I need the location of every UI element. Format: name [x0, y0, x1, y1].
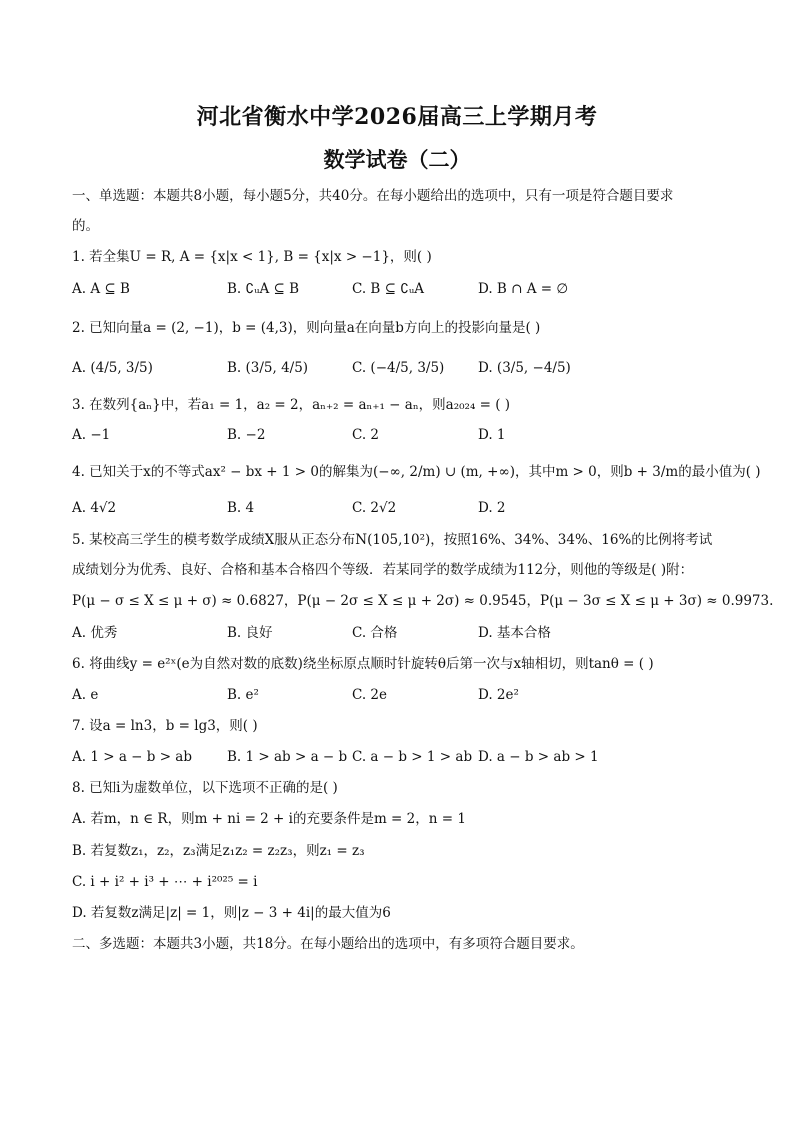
q3-option-c: C. 2	[352, 427, 380, 443]
question-3: 3. 在数列{aₙ}中，若a₁ = 1，a₂ = 2，aₙ₊₂ = aₙ₊₁ − aₙ，则a₂₀₂₄ = ( )	[72, 397, 511, 413]
question-4: 4. 已知关于x的不等式ax² − bx + 1 > 0的解集为(−∞, 2/m) ∪ (m, +∞)，其中m > 0，则b + 3/m的最小值为( )	[72, 464, 761, 480]
q7-option-d: D. a − b > ab > 1	[478, 749, 599, 765]
q2-option-b: B. (3/5, 4/5)	[227, 360, 309, 376]
q6-option-d: D. 2e²	[478, 687, 519, 703]
q8-option-d: D. 若复数z满足|z| = 1，则|z − 3 + 4i|的最大值为6	[72, 905, 391, 921]
section1-instruction: 一、单选题：本题共8小题，每小题5分，共40分。在每小题给出的选项中，只有一项是符合题目要求	[72, 188, 674, 204]
question-8: 8. 已知i为虚数单位，以下选项不正确的是( )	[72, 780, 338, 796]
question-7: 7. 设a = ln3，b = lg3，则( )	[72, 718, 258, 734]
q5-option-d: D. 基本合格	[478, 625, 551, 641]
question-5: 5. 某校高三学生的模考数学成绩X服从正态分布N(105,10²)，按照16%、34%、34%、16%的比例将考试	[72, 532, 713, 548]
q4-option-b: B. 4	[227, 500, 255, 516]
q2-option-a: A. (4/5, 3/5)	[72, 360, 153, 376]
q5-option-b: B. 良好	[227, 625, 273, 641]
q5-option-a: A. 优秀	[72, 625, 118, 641]
section1-instruction-cont: 的。	[72, 218, 99, 234]
q1-option-d: D. B ∩ A = ∅	[478, 281, 569, 297]
q6-option-c: C. 2e	[352, 687, 388, 703]
q4-option-c: C. 2√2	[352, 500, 397, 516]
q3-option-d: D. 1	[478, 427, 506, 443]
q8-option-b: B. 若复数z₁，z₂，z₃满足z₁z₂ = z₂z₃，则z₁ = z₃	[72, 843, 365, 859]
page-subtitle: 数学试卷（二）	[323, 147, 471, 172]
q2-option-d: D. (3/5, −4/5)	[478, 360, 571, 376]
q1-option-c: C. B ⊆ ∁ᵤA	[352, 281, 424, 297]
q8-option-c: C. i + i² + i³ + ⋯ + i²⁰²⁵ = i	[72, 874, 258, 890]
question-1: 1. 若全集U = R, A = {x|x < 1}, B = {x|x > −1}，则( )	[72, 249, 432, 265]
q4-option-d: D. 2	[478, 500, 506, 516]
q3-option-b: B. −2	[227, 427, 266, 443]
question-2: 2. 已知向量a = (2, −1)，b = (4,3)，则向量a在向量b方向上的投影向量是( )	[72, 320, 541, 336]
q8-option-a: A. 若m，n ∈ R，则m + ni = 2 + i的充要条件是m = 2，n = 1	[72, 811, 466, 827]
q1-option-a: A. A ⊆ B	[72, 281, 130, 297]
question-6: 6. 将曲线y = e²ˣ(e为自然对数的底数)绕坐标原点顺时针旋转θ后第一次与x轴相切，则tanθ = ( )	[72, 656, 654, 672]
q3-option-a: A. −1	[72, 427, 111, 443]
q7-option-a: A. 1 > a − b > ab	[72, 749, 192, 765]
q4-option-a: A. 4√2	[72, 500, 117, 516]
q6-option-a: A. e	[72, 687, 99, 703]
q1-option-b: B. ∁ᵤA ⊆ B	[227, 281, 300, 297]
q2-option-c: C. (−4/5, 3/5)	[352, 360, 445, 376]
q5-option-c: C. 合格	[352, 625, 398, 641]
q6-option-b: B. e²	[227, 687, 259, 703]
question-5-cont: 成绩划分为优秀、良好、合格和基本合格四个等级．若某同学的数学成绩为112分，则他的等级是( )附：	[72, 562, 694, 578]
q7-option-c: C. a − b > 1 > ab	[352, 749, 473, 765]
section2-instruction: 二、多选题：本题共3小题，共18分。在每小题给出的选项中，有多项符合题目要求。	[72, 936, 584, 952]
page-title: 河北省衡水中学2026届高三上学期月考	[196, 104, 598, 130]
question-5-appendix: P(μ − σ ≤ X ≤ μ + σ) ≈ 0.6827，P(μ − 2σ ≤ X ≤ μ + 2σ) ≈ 0.9545，P(μ − 3σ ≤ X ≤ μ + 3σ) ≈ 0.9973.	[72, 593, 774, 609]
q7-option-b: B. 1 > ab > a − b	[227, 749, 348, 765]
